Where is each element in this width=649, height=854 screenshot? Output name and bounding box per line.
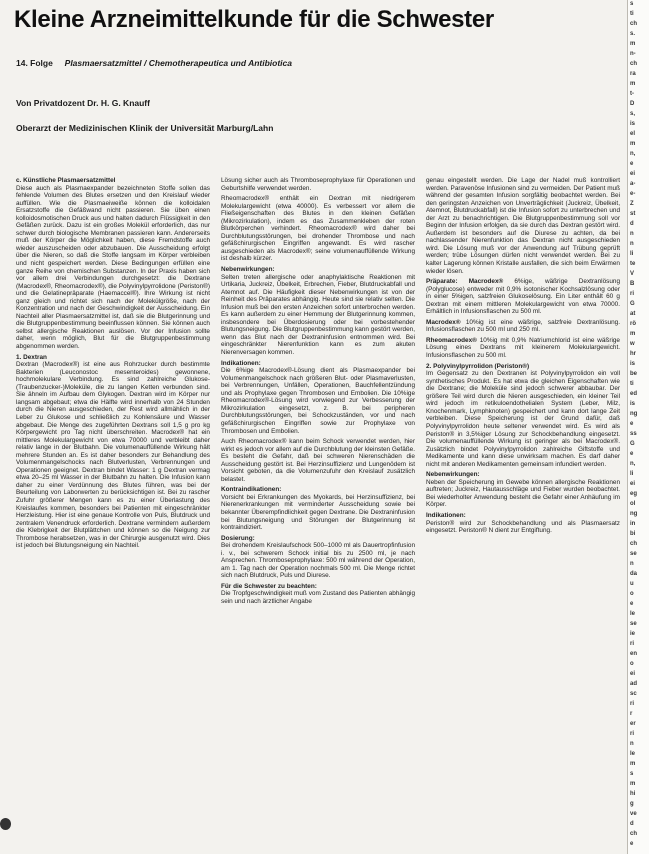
- section-heading: c. Künstliche Plasmaersatzmittel: [16, 177, 116, 184]
- edge-text-fragment: s,: [630, 111, 636, 117]
- edge-text-fragment: s: [630, 771, 634, 777]
- edge-text-fragment: in: [630, 521, 636, 527]
- edge-text-fragment: le: [630, 751, 636, 757]
- section-heading: Für die Schwester zu beachten:: [221, 582, 317, 590]
- edge-text-fragment: m: [630, 781, 636, 787]
- section-heading: 1. Dextran: [16, 353, 47, 361]
- edge-text-fragment: B: [630, 281, 635, 287]
- paragraph: Selten treten allergische oder anaphylaktische Reaktionen mit Urtikaria, Juckreiz, Übelkeit, Erbrechen, Fieber, Blutdruckabfall und Atemnot auf. Die Häufigkeit dieser Nebenwirkungen ist von der Reinheit des Präparates abhängig. Heute sind sie relativ selten. Die Infusion muß bei den ersten Anzeichen sofort unterbrochen werden. Es kann außerdem zu einer Hemmung der Blutgerinnung kommen, insbesondere bei Überdosierung oder bei vorbestehender Blutungsneigung. Die Blutgruppenbestimmung kann gestört werden, wenn das Blut nach der Dextraninfusion entnommen wird. Bei eingeschränkter Nierenfunktion kann es zum akuten Nierenversagen kommen.: [221, 273, 415, 357]
- edge-text-fragment: el: [630, 131, 636, 137]
- paragraph: Die 6%ige Macrodex®-Lösung dient als Plasmaexpander bei Volumenmangelschock nach größeren Blut- oder Plasmaverlusten, bei Verbrennungen, Unfällen, Operationen, Bauchfellentzündung und als Prophylaxe gegen Thrombosen und Embolien. Die 10%ige Rheomacrodex®-Lösung wird vorwiegend zur Verbesserung der Mikrozirkulation eingesetzt, z. B. bei peripheren Durchblutungsstörungen, bei Schockzuständen, vor und nach gefäßchirurgischen Eingriffen sowie zur Prophylaxe von Thrombosen und Embolien.: [221, 367, 415, 435]
- edge-text-fragment: w: [630, 341, 635, 347]
- section-heading: Nebenwirkungen:: [221, 266, 275, 274]
- edge-text-fragment: ch: [630, 831, 638, 837]
- edge-text-fragment: li: [630, 471, 634, 477]
- edge-text-fragment: ch: [630, 541, 638, 547]
- edge-text-fragment: en: [630, 651, 638, 657]
- edge-text-fragment: m: [630, 81, 636, 87]
- edge-text-fragment: n,: [630, 151, 636, 157]
- edge-text-fragment: ti: [630, 381, 634, 387]
- article-subtitle: [16, 58, 292, 68]
- edge-text-fragment: hi: [630, 791, 636, 797]
- edge-text-fragment: D: [630, 101, 635, 107]
- edge-text-fragment: n-: [630, 51, 636, 57]
- edge-text-fragment: e: [630, 601, 634, 607]
- edge-text-fragment: ed: [630, 391, 638, 397]
- paragraph: [426, 319, 620, 334]
- paragraph: Die Tropfgeschwindigkeit muß vom Zustand des Patienten abhängig sein und nach ärztlicher Angabe: [221, 590, 415, 605]
- edge-text-fragment: ol: [630, 501, 636, 507]
- edge-text-fragment: se: [630, 551, 637, 557]
- topic-label: Plasmaersatzmittel / Chemotherapeutica und Antibiotica: [64, 58, 293, 68]
- edge-text-fragment: s: [630, 1, 634, 7]
- section-heading: Indikationen:: [221, 359, 261, 367]
- edge-text-fragment: o: [630, 591, 634, 597]
- paragraph: [426, 337, 620, 360]
- edge-text-fragment: u: [630, 581, 634, 587]
- edge-text-fragment: ei: [630, 481, 636, 487]
- paragraph-lead: Rheomacrodex®: [426, 336, 477, 344]
- edge-text-fragment: r: [630, 711, 633, 717]
- text-columns: [16, 177, 626, 849]
- section-heading: Dosierung:: [221, 534, 255, 542]
- column-2: [221, 177, 415, 849]
- edge-text-fragment: e-: [630, 191, 636, 197]
- paragraph: Vorsicht bei Erkrankungen des Myokards, bei Herzinsuffizienz, bei Nierenerkrankungen mit verminderter Ausscheidung sowie bei bekannter Überempfindlichkeit gegen Dextrane. Die Dextraninfusion bei Blutungsneigung und Störungen der Blutgerinnung ist kontraindiziert.: [221, 493, 415, 532]
- edge-text-fragment: m: [630, 41, 636, 47]
- adjacent-page-edge: [627, 0, 649, 854]
- edge-text-fragment: bi: [630, 531, 636, 537]
- section-heading: 2. Polyvinylpyrrolidon (Periston®): [426, 362, 530, 370]
- edge-text-fragment: ti: [630, 11, 634, 17]
- edge-text-fragment: ch: [630, 61, 638, 67]
- affiliation-line: Oberarzt der Medizinischen Klinik der Universität Marburg/Lahn: [16, 123, 274, 133]
- edge-text-fragment: ei: [630, 671, 636, 677]
- edge-text-fragment: e: [630, 161, 634, 167]
- edge-text-fragment: se: [630, 621, 637, 627]
- edge-text-fragment: V: [630, 271, 635, 277]
- edge-text-fragment: er: [630, 721, 636, 727]
- edge-text-fragment: ch: [630, 21, 638, 27]
- edge-text-fragment: ie: [630, 631, 636, 637]
- paragraph-lead: Präparate: Macrodex®: [426, 278, 504, 286]
- paragraph: Dextran (Macrodex®) ist eine aus Rohrzucker durch bestimmte Bakterien (Leuconostoc mesenteroides) gewonnene, hochmolekulare Verbindung. Es sind zahlreiche Glukose-(Traubenzucker-)Moleküle, die zu langen Ketten verbunden sind. Sie ähneln im Aufbau dem Glykogen. Dextran wird im Körper nur langsam abgebaut; etwa die Hälfte wird innerhalb von 24 Stunden durch die Nieren ausgeschieden, der Rest wird allmählich in der Leber zu Glukose und schließlich zu Kohlensäure und Wasser abgebaut. Die Menge des zugeführten Dextrans soll 1,5 g pro kg Körpergewicht pro Tag nicht überschreiten. Macrodex® hat ein mittleres Molekulargewicht von etwa 70000 und verbleibt daher relativ lange in der Blutbahn. Die volumenauffüllende Wirkung hält mehrere Stunden an. Es ist daher besonders zur Behandlung des Volumenmangelschocks nach Blutverlusten, Verbrennungen und Operationen geeignet. Dextran bindet Wasser: 1 g Dextran vermag etwa 20–25 ml Wasser in der Blutbahn zu halten. Die Infusion kann daher zu einer Verdünnung des Blutes führen, was bei der Beurteilung von Laborwerten zu berücksichtigen ist. Bei zu rascher Zufuhr größerer Mengen kann es zu einer Überlastung des Kreislaufes kommen, besonders bei Patienten mit eingeschränkter Herzleistung. Hier ist eine genaue Kontrolle von Puls, Blutdruck und zentralem Venendruck erforderlich. Dextrane vermindern außerdem die Klebrigkeit der Blutplättchen und können so die Neigung zur Thrombose herabsetzen, was in der Chirurgie ausgenutzt wird. Dies ist jedoch bei Blutungsneigung ein Nachteil.: [16, 361, 210, 550]
- edge-text-fragment: m: [630, 141, 636, 147]
- paragraph-text: 10%ig ist eine wäßrige, salzfreie Dextranlösung. Infusionsflaschen zu 500 ml und 250 ml.: [426, 318, 620, 334]
- edge-text-fragment: d: [630, 221, 634, 227]
- paragraph: Im Gegensatz zu den Dextranen ist Polyvinylpyrrolidon ein voll synthetisches Produkt. Es hat etwa die gleichen Eigenschaften wie die Dextrane; die Moleküle sind jedoch schwerer abbaubar. Der größere Teil wird durch die Nieren ausgeschieden, ein kleiner Teil wird jedoch im retikuloendothelialen System (Leber, Milz, Knochenmark, Lymphknoten) gespeichert und kann dort lange Zeit verbleiben. Diese Speicherung ist der Grund dafür, daß Polyvinylpyrrolidon heute seltener verwendet wird. Es wird als Periston® in 3,5%iger Lösung zur Schockbehandlung eingesetzt. Die volumenauffüllende Wirkung ist geringer als bei Macrodex®. Zusätzlich bindet Polyvinylpyrrolidon zahlreiche Giftstoffe und Medikamente und kann diese unwirksam machen. Es darf daher nicht mit anderen Medikamenten gemeinsam infundiert werden.: [426, 370, 620, 468]
- edge-text-fragment: G: [630, 301, 635, 307]
- edge-text-fragment: da: [630, 571, 638, 577]
- edge-text-fragment: g: [630, 801, 634, 807]
- edge-text-fragment: G: [630, 441, 635, 447]
- paragraph-text: 6%ige, wäßrige Dextranlösung (Polyglucose) entweder mit 0,9% isotonischer Kochsalzlösung oder in einer 5%igen, salzfreien Glukoselösung. Ein Liter enthält 60 g Dextran mit einem mittleren Molekulargewicht von etwa 70000. Erhältlich in Infusionsflaschen zu 500 ml.: [426, 278, 620, 316]
- section-heading: Nebenwirkungen:: [426, 471, 480, 479]
- edge-text-fragment: n,: [630, 461, 636, 467]
- edge-text-fragment: st: [630, 211, 636, 217]
- edge-text-fragment: eg: [630, 491, 638, 497]
- edge-text-fragment: rö: [630, 321, 636, 327]
- ink-blot-mark: [0, 818, 11, 830]
- edge-text-fragment: ri: [630, 701, 635, 707]
- edge-text-fragment: e: [630, 421, 634, 427]
- edge-text-fragment: m: [630, 761, 636, 767]
- edge-text-fragment: o: [630, 661, 634, 667]
- paragraph: [426, 278, 620, 316]
- edge-text-fragment: li: [630, 251, 634, 257]
- edge-text-fragment: is: [630, 121, 636, 127]
- edge-text-fragment: Z: [630, 201, 634, 207]
- edge-text-fragment: le: [630, 611, 636, 617]
- series-label: 14. Folge: [16, 58, 53, 68]
- edge-text-fragment: te: [630, 261, 636, 267]
- edge-text-fragment: n: [630, 561, 634, 567]
- paragraph: Diese auch als Plasmaexpander bezeichneten Stoffe sollen das fehlende Volumen des Blutes ersetzen und den Kreislauf wieder auffüllen. Wie die Plasmaeiweiße können die kolloidalen Ersatzstoffe die Gefäßwand nicht passieren. Sie üben einen kolloidosmotischen Druck aus und halten dadurch Flüssigkeit in den Gefäßen zurück. Dazu ist ein großes Molekül erforderlich, das nur schwer durch biologische Membranen passieren kann. Andererseits muß der Körper die Möglichkeit haben, diese Fremdstoffe auch wieder auszuscheiden oder abzubauen. Die Ausscheidung erfolgt über die Nieren, so daß die Stoffe langsam im Körper verbleiben und nicht gespeichert werden. Diese Bedingungen erfüllen eine ganze Reihe von chemischen Substanzen. In der Praxis haben sich vor allem drei Verbindungen durchgesetzt: die Dextrane (Macrodex®, Rheomacrodex®), die Polyvinylpyrrolidone (Periston®) und die Gelatinepräparate (Haemaccel®). Ihre Wirkung ist nicht ganz gleich und richtet sich nach der Molekülgröße, nach der Konzentration und nach der Geschwindigkeit der Ausscheidung. Ein Nachteil aller Plasmaersatzmittel ist, daß sie die Blutgerinnung und die Blutgruppenbestimmung beeinflussen können. Sie können auch selbst allergische Reaktionen auslösen. Vor der Infusion sollte daher, wenn möglich, Blut für die Blutgruppenbestimmung abgenommen werden.: [16, 184, 210, 351]
- edge-text-fragment: at: [630, 311, 636, 317]
- edge-text-fragment: ng: [630, 411, 638, 417]
- edge-text-fragment: n: [630, 741, 634, 747]
- edge-text-fragment: ad: [630, 681, 638, 687]
- edge-text-fragment: a-: [630, 181, 636, 187]
- edge-text-fragment: m: [630, 331, 636, 337]
- edge-text-fragment: ss: [630, 431, 637, 437]
- paragraph: Rheomacrodex® enthält ein Dextran mit niedrigerem Molekulargewicht (etwa 40000). Es verbessert vor allem die Fließeigenschaften des Blutes in den kleinen Gefäßen (Mikrozirkulation), indem es das Zusammenkleben der roten Blutkörperchen verhindert. Rheomacrodex® wird daher bei Durchblutungsstörungen, bei drohender Thrombose und nach gefäßchirurgischen Eingriffen angewandt. Es wird rascher ausgeschieden als Macrodex®; seine volumenauffüllende Wirkung ist deshalb kürzer.: [221, 195, 415, 263]
- paragraph: Auch Rheomacrodex® kann beim Schock verwendet werden, hier wirkt es jedoch vor allem auf die Durchblutung der kleinsten Gefäße. Es besteht die Gefahr, daß bei schweren Nierenschäden die Ausscheidung gestört ist. Bei Herzinsuffizienz und Lungenödem ist Vorsicht geboten, da die Volumenzufuhr den Kreislauf zusätzlich belastet.: [221, 438, 415, 483]
- author-line: Von Privatdozent Dr. H. G. Knauff: [16, 98, 150, 108]
- paragraph: Bei drohendem Kreislaufschock 500–1000 ml als Dauertropfinfusion i. v., bei schwerem Schock initial bis zu 2500 ml, je nach Ansprechen. Thromboseprophylaxe: 500 ml während der Operation, am 1. Tag nach der Operation nochmals 500 ml. Die Menge richtet sich nach Blutdruck, Puls und Diurese.: [221, 542, 415, 580]
- edge-text-fragment: e: [630, 841, 634, 847]
- edge-text-fragment: be: [630, 371, 638, 377]
- paragraph-text: 10%ig mit 0,9% Natriumchlorid ist eine wäßrige Lösung eines Dextrans mit kleinerem Molekulargewicht. Infusionsflaschen zu 500 ml.: [426, 336, 620, 360]
- paragraph: genau eingestellt werden. Die Lage der Nadel muß kontrolliert werden. Paravenöse Infusionen sind zu vermeiden. Der Patient muß während der gesamten Infusion sorgfältig beobachtet werden. Bei den geringsten Anzeichen von Unverträglichkeit (Juckreiz, Übelkeit, Atemnot, Blutdruckabfall) ist die Infusion sofort zu unterbrechen und der Arzt zu benachrichtigen. Die Blutgruppenbestimmung soll vor Beginn der Infusion erfolgen, da sie durch das Dextran gestört wird. Außerdem ist besonders auf die Diurese zu achten, da bei nachlassender Nierenfunktion das Dextran nicht ausgeschieden wird. Die Lösung muß vor der Anwendung auf Trübung geprüft werden; trübe Lösungen dürfen nicht verwendet werden. Bei zu kalter Lagerung können Kristalle ausfallen, die sich beim Erwärmen wieder lösen.: [426, 177, 620, 275]
- paragraph: Neben der Speicherung im Gewebe können allergische Reaktionen auftreten; Juckreiz, Hautausschläge und Fieber wurden beobachtet. Bei wiederholter Anwendung besteht die Gefahr einer Anhäufung im Körper.: [426, 478, 620, 509]
- edge-text-fragment: ri: [630, 291, 635, 297]
- edge-text-fragment: sc: [630, 691, 637, 697]
- edge-text-fragment: ri: [630, 731, 635, 737]
- edge-text-fragment: t-: [630, 91, 634, 97]
- edge-text-fragment: ve: [630, 811, 637, 817]
- edge-text-fragment: d: [630, 821, 634, 827]
- paragraph: Periston® wird zur Schockbehandlung und als Plasmaersatz eingesetzt. Periston® N dient zur Entgiftung.: [426, 519, 620, 535]
- column-1: [16, 177, 210, 849]
- edge-text-fragment: is: [630, 361, 636, 367]
- paragraph: Lösung sicher auch als Thromboseprophylaxe für Operationen und Geburtshilfe verwendet werden.: [221, 177, 415, 192]
- section-heading: Kontraindikationen:: [221, 486, 282, 494]
- section-heading: Indikationen:: [426, 511, 466, 519]
- column-3: [426, 177, 620, 849]
- edge-text-fragment: ri: [630, 641, 635, 647]
- edge-text-fragment: s.: [630, 31, 636, 37]
- edge-text-fragment: n: [630, 241, 634, 247]
- article-title: Kleine Arzneimittelkunde für die Schwester: [14, 6, 494, 33]
- edge-text-fragment: ra: [630, 71, 636, 77]
- edge-text-fragment: is: [630, 401, 636, 407]
- paragraph-lead: Macrodex®: [426, 318, 461, 326]
- edge-text-fragment: hr: [630, 351, 636, 357]
- edge-text-fragment: ei: [630, 171, 636, 177]
- edge-text-fragment: n: [630, 231, 634, 237]
- edge-text-fragment: e: [630, 451, 634, 457]
- edge-text-fragment: ng: [630, 511, 638, 517]
